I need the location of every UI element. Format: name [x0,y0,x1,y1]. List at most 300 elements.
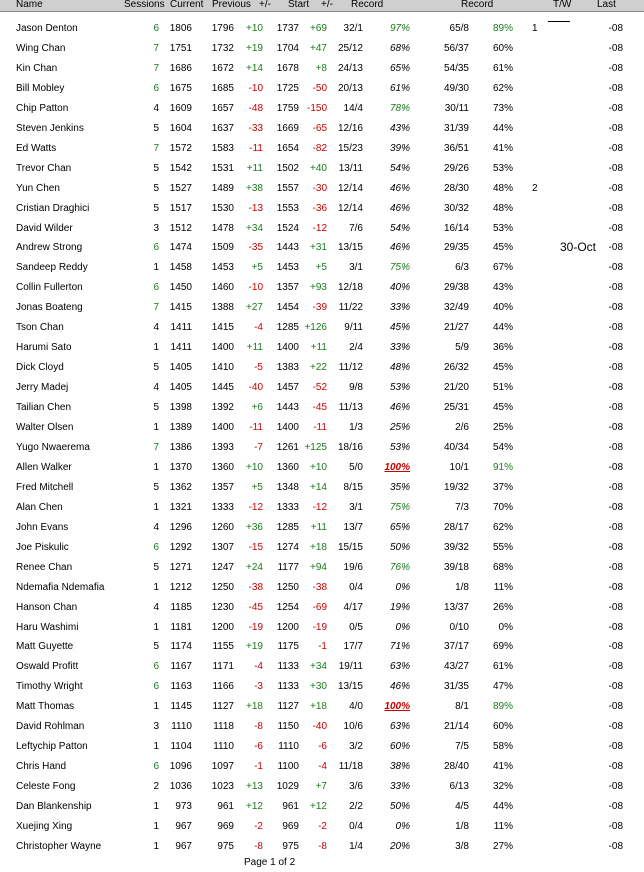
cell-pct1: 76% [389,561,410,573]
cell-pct2: 60% [492,42,513,54]
cell-name: Matt Thomas [16,701,75,713]
cell-prev: 1400 [211,342,234,354]
cell-prev: 1509 [211,242,234,254]
cell-cur: 1292 [169,541,192,553]
cell-name: Timothy Wright [16,681,83,693]
cell-name: Haru Washimi [16,621,79,633]
cell-prev: 1247 [211,561,234,573]
cell-pct1: 25% [389,422,410,433]
cell-sess: 6 [153,541,159,553]
cell-sess: 1 [153,342,159,354]
cell-rec1: 24/13 [337,62,363,74]
page-footer: Page 1 of 2 [244,857,296,868]
cell-pm2: +18 [310,701,327,713]
cell-start: 1100 [277,761,299,773]
cell-cur: 1386 [169,441,192,453]
cell-rec2: 19/32 [443,481,469,493]
cell-pct1: 45% [389,322,410,334]
cell-prev: 1333 [211,501,234,513]
cell-pct2: 43% [492,282,513,294]
table-row [0,162,644,176]
cell-name: Celeste Fong [16,781,76,793]
cell-pm2: +93 [310,282,327,294]
cell-pm1: +34 [246,222,263,234]
cell-start: 1261 [276,441,299,453]
cell-start: 1678 [276,62,299,74]
cell-pm1: -11 [249,422,263,433]
cell-pm1: -19 [248,621,263,633]
cell-last: -08 [608,621,623,633]
cell-name: Tson Chan [16,322,64,334]
table-row [0,461,644,475]
cell-pct2: 25% [492,422,513,433]
cell-pct2: 26% [492,601,513,613]
cell-rec2: 28/17 [443,521,469,533]
cell-last: -08 [608,721,623,733]
cell-last: -08 [608,162,623,174]
cell-name: Tailian Chen [16,402,72,414]
cell-pct2: 55% [492,541,513,553]
cell-rec1: 0/4 [349,581,363,593]
cell-last: -08 [608,142,623,154]
cell-cur: 1604 [169,122,192,134]
header-current: Current [170,0,204,10]
cell-pct2: 41% [492,142,513,154]
cell-sess: 5 [153,162,159,174]
cell-rec2: 30/11 [444,102,469,114]
cell-rec2: 3/8 [455,840,469,852]
cell-prev: 1260 [211,521,234,533]
table-row [0,640,644,654]
cell-cur: 967 [175,840,192,852]
cell-last: -08 [608,302,623,314]
cell-last: -08 [608,441,623,453]
cell-name: Collin Fullerton [16,282,83,294]
cell-pct2: 58% [492,741,513,753]
cell-pct1: 46% [389,402,410,414]
cell-sess: 5 [153,362,159,374]
cell-name: Ed Watts [16,142,57,154]
cell-start: 1250 [276,581,299,593]
cell-pct1: 19% [389,601,410,613]
cell-name: Harumi Sato [16,342,72,354]
cell-prev: 1166 [212,681,234,693]
header-previous: Previous [212,0,251,10]
cell-rec2: 25/31 [443,402,469,414]
cell-pm1: +10 [246,461,263,473]
cell-cur: 1405 [169,382,192,394]
cell-sess: 1 [153,501,159,513]
cell-name: Leftychip Patton [16,741,88,753]
cell-sess: 1 [153,581,159,593]
cell-sess: 2 [153,781,159,793]
cell-start: 1454 [276,302,299,314]
cell-pm2: -52 [312,382,327,394]
cell-start: 1285 [276,521,299,533]
cell-start: 1285 [276,322,299,334]
cell-start: 1333 [276,501,299,513]
cell-pct1: 100% [384,461,410,473]
cell-rec2: 1/8 [455,821,469,832]
cell-pct2: 44% [492,322,513,334]
cell-sess: 3 [153,721,159,733]
cell-name: Dick Cloyd [16,362,64,374]
cell-last: -08 [608,262,623,274]
cell-sess: 1 [153,801,159,813]
cell-rec1: 13/15 [337,681,363,693]
cell-sess: 1 [153,821,159,832]
table-row [0,42,644,56]
cell-name: Christopher Wayne [16,840,102,852]
cell-sess: 6 [153,681,159,693]
cell-sess: 7 [153,302,159,314]
cell-rec1: 0/5 [349,621,363,633]
cell-sess: 7 [153,42,159,54]
cell-start: 1133 [277,661,299,673]
cell-sess: 4 [153,382,159,394]
cell-sess: 1 [153,422,159,433]
cell-rec2: 5/9 [455,342,469,354]
cell-rec2: 56/37 [443,42,469,54]
cell-name: Yugo Nwaerema [16,441,90,453]
cell-start: 1177 [277,561,299,573]
cell-tw: 2 [532,182,538,194]
table-row [0,361,644,375]
cell-start: 961 [282,801,299,813]
table-row [0,780,644,794]
cell-cur: 1167 [170,661,192,673]
cell-rec2: 8/1 [455,701,469,713]
cell-prev: 1393 [211,441,234,453]
cell-cur: 1370 [169,461,192,473]
cell-cur: 1212 [169,581,192,593]
cell-rec2: 29/35 [443,242,469,254]
cell-rec2: 32/49 [443,302,469,314]
cell-rec1: 14/4 [343,102,363,114]
cell-pct2: 69% [492,641,513,653]
cell-sess: 1 [153,262,159,274]
cell-pm2: -30 [312,182,327,194]
cell-last: -08 [608,761,623,773]
cell-rec2: 2/6 [455,422,469,433]
cell-pm2: -12 [312,501,327,513]
cell-start: 969 [282,821,299,832]
table-row [0,22,644,36]
cell-rec1: 2/2 [349,801,363,813]
cell-prev: 1230 [211,601,234,613]
cell-pct2: 54% [492,441,513,453]
cell-sess: 7 [153,441,159,453]
cell-start: 1553 [276,202,299,214]
cell-pm1: -10 [248,282,263,294]
cell-last: -08 [608,102,623,114]
cell-last: -08 [608,661,623,673]
cell-rec2: 37/17 [443,641,469,653]
cell-last: -08 [608,182,623,194]
header-pm1: +/- [259,0,271,10]
cell-start: 1274 [276,541,299,553]
cell-prev: 975 [217,840,234,852]
cell-pm2: +11 [310,521,327,533]
cell-pct1: 54% [389,222,410,234]
cell-rec1: 12/14 [337,182,363,194]
cell-rec1: 25/12 [337,42,363,54]
cell-name: Renee Chan [16,561,73,573]
cell-rec2: 43/27 [443,661,469,673]
cell-pct1: 33% [389,342,410,354]
cell-rec2: 40/34 [443,441,469,453]
cell-pm2: +14 [310,481,327,493]
cell-cur: 1542 [169,162,192,174]
table-row [0,581,644,595]
cell-name: Steven Jenkins [16,122,84,134]
cell-last: -08 [608,342,623,354]
cell-cur: 1527 [169,182,192,194]
cell-cur: 1675 [169,82,192,94]
cell-pct2: 36% [492,342,513,354]
cell-pct2: 62% [492,82,513,94]
cell-pct1: 65% [389,521,410,533]
cell-cur: 1362 [169,481,192,493]
cell-pct1: 0% [395,581,410,593]
table-row [0,660,644,674]
table-row [0,521,644,535]
cell-sess: 4 [153,601,159,613]
cell-prev: 961 [217,801,234,813]
cell-cur: 1145 [170,701,192,713]
cell-pm2: +18 [310,541,327,553]
cell-pct1: 78% [389,102,410,114]
cell-rec2: 36/51 [443,142,469,154]
cell-pct2: 37% [492,481,513,493]
cell-rec2: 4/5 [455,801,469,813]
cell-rec1: 15/23 [337,142,363,154]
cell-pct1: 63% [389,721,410,733]
cell-prev: 1307 [211,541,234,553]
cell-cur: 1096 [169,761,192,773]
cell-pct2: 68% [492,561,513,573]
cell-start: 1348 [276,481,299,493]
cell-rec1: 19/6 [343,561,363,573]
table-row [0,760,644,774]
cell-prev: 1672 [211,62,234,74]
cell-cur: 1110 [171,721,192,733]
cell-pct1: 38% [389,761,410,773]
cell-name: Allen Walker [16,461,72,473]
cell-name: Wing Chan [16,42,66,54]
cell-rec1: 11/13 [338,402,363,414]
cell-pct1: 46% [389,242,410,254]
cell-cur: 1458 [169,262,192,274]
cell-pm1: +11 [246,162,263,174]
cell-cur: 1512 [169,222,192,234]
cell-last: -08 [608,781,623,793]
cell-pm1: -7 [254,441,263,453]
table-row [0,601,644,615]
cell-rec1: 9/11 [344,322,363,334]
cell-name: Bill Mobley [16,82,65,94]
cell-last: -08 [608,601,623,613]
cell-rec1: 32/1 [343,23,363,34]
cell-start: 1383 [276,362,299,374]
cell-pct1: 100% [384,701,410,713]
cell-cur: 1185 [170,601,192,613]
cell-pm1: +27 [246,302,263,314]
cell-name: Hanson Chan [16,601,78,613]
cell-cur: 1398 [169,402,192,414]
cell-name: Sandeep Reddy [16,262,88,274]
cell-rec1: 12/18 [337,282,363,294]
table-row [0,381,644,395]
cell-prev: 1453 [211,262,234,274]
cell-rec2: 49/30 [443,82,469,94]
cell-pm1: +24 [246,561,263,573]
cell-pct1: 53% [389,382,410,394]
cell-cur: 1411 [170,342,192,354]
cell-pm2: +126 [304,322,327,334]
cell-start: 1127 [277,701,299,713]
cell-rec2: 21/27 [443,322,469,334]
cell-pct2: 0% [498,621,513,633]
cell-pm1: -8 [254,840,263,852]
cell-pm1: -1 [254,761,263,773]
cell-start: 1150 [277,721,299,733]
cell-cur: 1163 [170,681,192,693]
header-pm2: +/- [321,0,333,10]
cell-pct2: 32% [492,781,513,793]
cell-last: -08 [608,422,623,433]
cell-pm1: -10 [248,82,263,94]
cell-sess: 1 [153,840,159,852]
cell-prev: 1796 [211,23,234,34]
cell-prev: 1637 [211,122,234,134]
cell-pm1: -40 [248,382,263,394]
cell-name: Jason Denton [16,23,78,34]
cell-pct1: 63% [389,661,410,673]
cell-start: 1175 [277,641,299,653]
cell-pct1: 75% [389,262,410,274]
cell-name: Kin Chan [16,62,58,74]
cell-sess: 3 [153,222,159,234]
cell-pct2: 53% [492,162,513,174]
cell-rec1: 19/11 [338,661,363,673]
cell-prev: 1657 [211,102,234,114]
cell-pm1: -15 [248,541,263,553]
cell-pct1: 0% [395,821,410,832]
cell-rec2: 29/38 [443,282,469,294]
cell-pm2: +22 [310,362,327,374]
cell-sess: 7 [153,62,159,74]
cell-name: Xuejing Xing [16,821,73,832]
cell-prev: 1531 [211,162,234,174]
cell-pm2: -8 [318,840,327,852]
table-row [0,840,644,854]
cell-pm2: +94 [310,561,327,573]
header-record-2: Record [461,0,494,10]
cell-pct2: 41% [492,761,513,773]
table-row [0,700,644,714]
cell-pm1: -4 [254,322,263,334]
cell-pct1: 48% [389,362,410,374]
cell-prev: 1250 [211,581,234,593]
table-row [0,241,644,255]
cell-prev: 1445 [211,382,234,394]
cell-rec2: 10/1 [449,461,469,473]
cell-name: Cristian Draghici [16,202,90,214]
cell-prev: 1415 [211,322,234,334]
cell-pm2: -11 [313,422,327,433]
table-row [0,142,644,156]
cell-cur: 1405 [169,362,192,374]
cell-pm2: -150 [306,102,327,114]
cell-rec2: 6/13 [449,781,469,793]
cell-start: 1453 [276,262,299,274]
table-row [0,481,644,495]
cell-last: -08 [608,222,623,234]
cell-name: Fred Mitchell [16,481,74,493]
cell-pm1: -38 [248,581,263,593]
table-row [0,621,644,635]
cell-prev: 1530 [211,202,234,214]
cell-start: 1200 [276,621,299,633]
cell-rec1: 1/4 [349,840,363,852]
table-row [0,82,644,96]
cell-pm2: +5 [315,262,327,274]
cell-pm1: -33 [248,122,263,134]
cell-pct2: 45% [492,362,513,374]
cell-cur: 1415 [169,302,192,314]
cell-cur: 1174 [170,641,192,653]
cell-pm2: -2 [318,821,327,832]
cell-pm1: -35 [248,242,263,254]
cell-prev: 1110 [213,741,234,753]
cell-rec1: 10/6 [343,721,363,733]
cell-pct1: 43% [389,122,410,134]
cell-pm1: -45 [248,601,263,613]
cell-prev: 1357 [211,481,234,493]
cell-name: Alan Chen [16,501,63,513]
cell-pct1: 0% [395,621,410,633]
cell-rec1: 13/15 [337,242,363,254]
cell-name: Joe Piskulic [16,541,69,553]
cell-name: Chris Hand [16,761,67,773]
cell-pct1: 35% [389,481,410,493]
cell-rec1: 11/18 [338,761,363,773]
cell-pm2: -4 [318,761,327,773]
cell-rec1: 4/17 [343,601,363,613]
cell-last: -08 [608,681,623,693]
cell-pm2: -69 [312,601,327,613]
table-row [0,820,644,834]
cell-pct1: 97% [389,23,410,34]
cell-last: -08 [608,821,623,832]
cell-sess: 6 [153,761,159,773]
cell-pct2: 47% [492,681,513,693]
header-record: Record [351,0,384,10]
cell-prev: 1155 [212,641,234,653]
cell-sess: 1 [153,741,159,753]
cell-pm1: +13 [246,781,263,793]
cell-sess: 6 [153,661,159,673]
cell-start: 1737 [276,23,299,34]
table-row [0,222,644,236]
cell-pm2: +10 [310,461,327,473]
cell-last: -08 [608,202,623,214]
column-header-bar [0,0,644,12]
cell-pm2: +34 [310,661,327,673]
cell-name: Walter Olsen [16,422,74,433]
cell-sess: 6 [153,82,159,94]
